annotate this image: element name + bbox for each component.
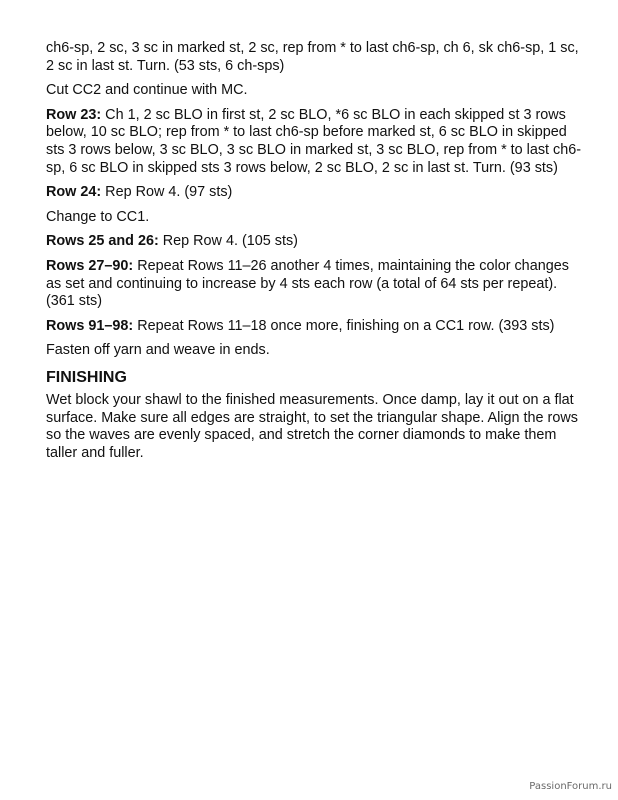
instruction-text: Fasten off yarn and weave in ends.	[46, 342, 270, 359]
instruction-text: Rep Row 4. (97 sts)	[105, 184, 233, 201]
rows-25-26-paragraph	[46, 233, 582, 251]
instruction-paragraph	[46, 82, 582, 100]
row-label: Row 23:	[46, 106, 106, 123]
finishing-heading: FINISHING	[46, 368, 127, 386]
pattern-page	[46, 40, 582, 469]
row-label: Row 24:	[46, 184, 106, 201]
finishing-paragraph	[46, 392, 582, 462]
finishing-text: Wet block your shawl to the finished measurements. Once damp, lay it out on a flat surface. Make sure all edges are straight, to set the triangular shape. Align the rows so the waves are evenly spaced, and stretch the corner diamonds to make them taller and fuller.	[46, 391, 578, 461]
instruction-paragraph	[46, 40, 582, 75]
row-label: Rows 91–98:	[46, 317, 138, 334]
watermark: PassionForum.ru	[529, 781, 612, 792]
instruction-paragraph	[46, 342, 582, 360]
instruction-text: Cut CC2 and continue with MC.	[46, 82, 248, 99]
rows-91-98-paragraph	[46, 318, 582, 336]
row-label: Rows 25 and 26:	[46, 233, 163, 250]
instruction-text: Ch 1, 2 sc BLO in first st, 2 sc BLO, *6 sc BLO in each skipped st 3 rows below, 10 sc BLO; rep from * to last ch6-sp before marked st, 6 sc BLO in skipped sts 3 rows below, 3 sc BLO, 3 sc BLO in marked st, 3 sc BLO, rep from * to last ch6-sp, 6 sc BLO in skipped sts 3 rows below, 2 sc BLO, 2 sc in last st. Turn. (93 sts)	[46, 106, 582, 176]
row-24-paragraph	[46, 184, 582, 202]
instruction-text: Rep Row 4. (105 sts)	[162, 233, 298, 250]
instruction-text: ch6-sp, 2 sc, 3 sc in marked st, 2 sc, rep from * to last ch6-sp, ch 6, sk ch6-sp, 1 sc, 2 sc in last st. Turn. (53 sts, 6 ch-sps)	[46, 40, 579, 74]
instruction-paragraph	[46, 209, 582, 227]
row-23-paragraph	[46, 107, 582, 177]
instruction-text: Change to CC1.	[46, 208, 150, 225]
rows-27-90-paragraph	[46, 258, 582, 311]
instruction-text: Repeat Rows 11–18 once more, finishing on a CC1 row. (393 sts)	[137, 317, 555, 334]
instruction-text: Repeat Rows 11–26 another 4 times, maintaining the color changes as set and continuing to increase by 4 sts each row (a total of 64 sts per repeat). (361 sts)	[46, 257, 569, 310]
row-label: Rows 27–90:	[46, 257, 138, 274]
